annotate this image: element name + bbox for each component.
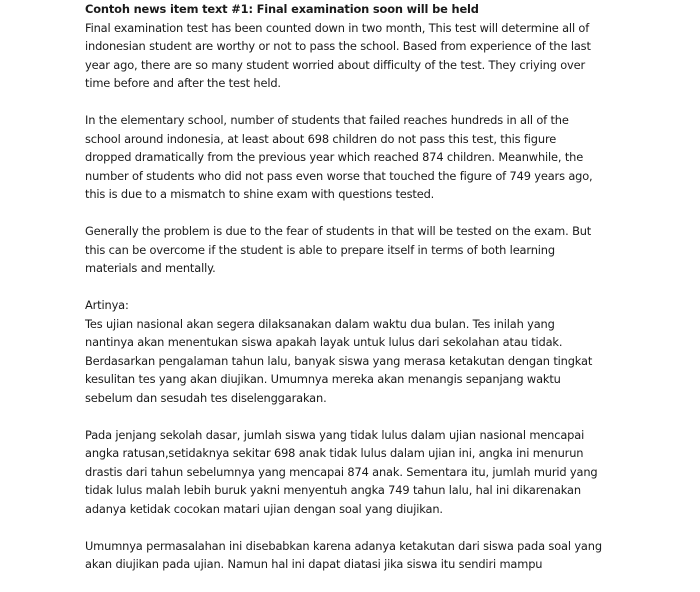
paragraph-line: In the elementary school, number of students that failed reaches hundreds in all of the bbox=[85, 113, 569, 127]
paragraph-line: Berdasarkan pengalaman tahun lalu, banyak siswa yang merasa ketakutan dengan tingkat bbox=[85, 353, 593, 368]
paragraph-line: kesulitan tes yang akan diujikan. Umumnya mereka akan menangis sepanjang waktu bbox=[85, 372, 561, 386]
paragraph-5 bbox=[85, 426, 625, 519]
paragraph-line: materials and mentally. bbox=[85, 261, 216, 275]
document-page bbox=[85, 0, 625, 592]
paragraph-line: Final examination test has been counted down in two month, This test will determine all of bbox=[85, 20, 590, 35]
paragraph-line: sebelum dan sesudah tes diselenggarakan. bbox=[85, 390, 327, 405]
paragraph-line: Artinya: bbox=[85, 298, 129, 312]
paragraph-line: time before and after the test held. bbox=[85, 76, 281, 90]
paragraph-4 bbox=[85, 296, 625, 407]
paragraph-line: Generally the problem is due to the fear of students in that will be tested on the exam. But bbox=[85, 224, 592, 238]
paragraph-line: akan diujikan pada ujian. Namun hal ini dapat diatasi jika siswa itu sendiri mampu bbox=[85, 557, 543, 571]
paragraph-line: dropped dramatically from the previous year which reached 874 children. Meanwhile, the bbox=[85, 150, 584, 164]
paragraph-line: angka ratusan,setidaknya sekitar 698 anak tidak lulus dalam ujian ini, angka ini menurun bbox=[85, 446, 584, 460]
paragraph-6 bbox=[85, 537, 625, 574]
paragraph-line: this is due to a mismatch to shine exam with questions tested. bbox=[85, 187, 435, 201]
paragraph-line: drastis dari tahun sebelumnya yang mencapai 874 anak. Sementara itu, jumlah murid yang bbox=[85, 464, 598, 479]
paragraph-3 bbox=[85, 222, 625, 278]
paragraph-line: nantinya akan menentukan siswa apakah layak untuk lulus dari sekolahan atau tidak. bbox=[85, 335, 563, 349]
paragraph-1 bbox=[85, 19, 625, 93]
paragraph-line: number of students who did not pass even worse that touched the figure of 749 years ago, bbox=[85, 168, 593, 183]
paragraph-line: adanya ketidak cocokan matari ujian dengan soal yang diujikan. bbox=[85, 501, 443, 516]
paragraph-line: tidak lulus malah lebih buruk yakni menyentuh angka 749 tahun lalu, hal ini dikarenakan bbox=[85, 483, 581, 497]
paragraph-2 bbox=[85, 111, 625, 204]
paragraph-line: school around indonesia, at least about 698 children do not pass this test, this figure bbox=[85, 131, 557, 146]
paragraph-line: Umumnya permasalahan ini disebabkan karena adanya ketakutan dari siswa pada soal yang bbox=[85, 538, 602, 553]
paragraph-line: Pada jenjang sekolah dasar, jumlah siswa yang tidak lulus dalam ujian nasional mencapai bbox=[85, 427, 585, 442]
document-title: Contoh news item text #1: Final examination soon will be held bbox=[85, 2, 479, 16]
paragraph-line: year ago, there are so many student worried about difficulty of the test. They criying over bbox=[85, 57, 586, 72]
paragraph-line: indonesian student are worthy or not to pass the school. Based from experience of the last bbox=[85, 39, 591, 53]
paragraph-line: this can be overcome if the student is able to prepare itself in terms of both learning bbox=[85, 242, 555, 257]
paragraph-line: Tes ujian nasional akan segera dilaksanakan dalam waktu dua bulan. Tes inilah yang bbox=[85, 316, 555, 331]
